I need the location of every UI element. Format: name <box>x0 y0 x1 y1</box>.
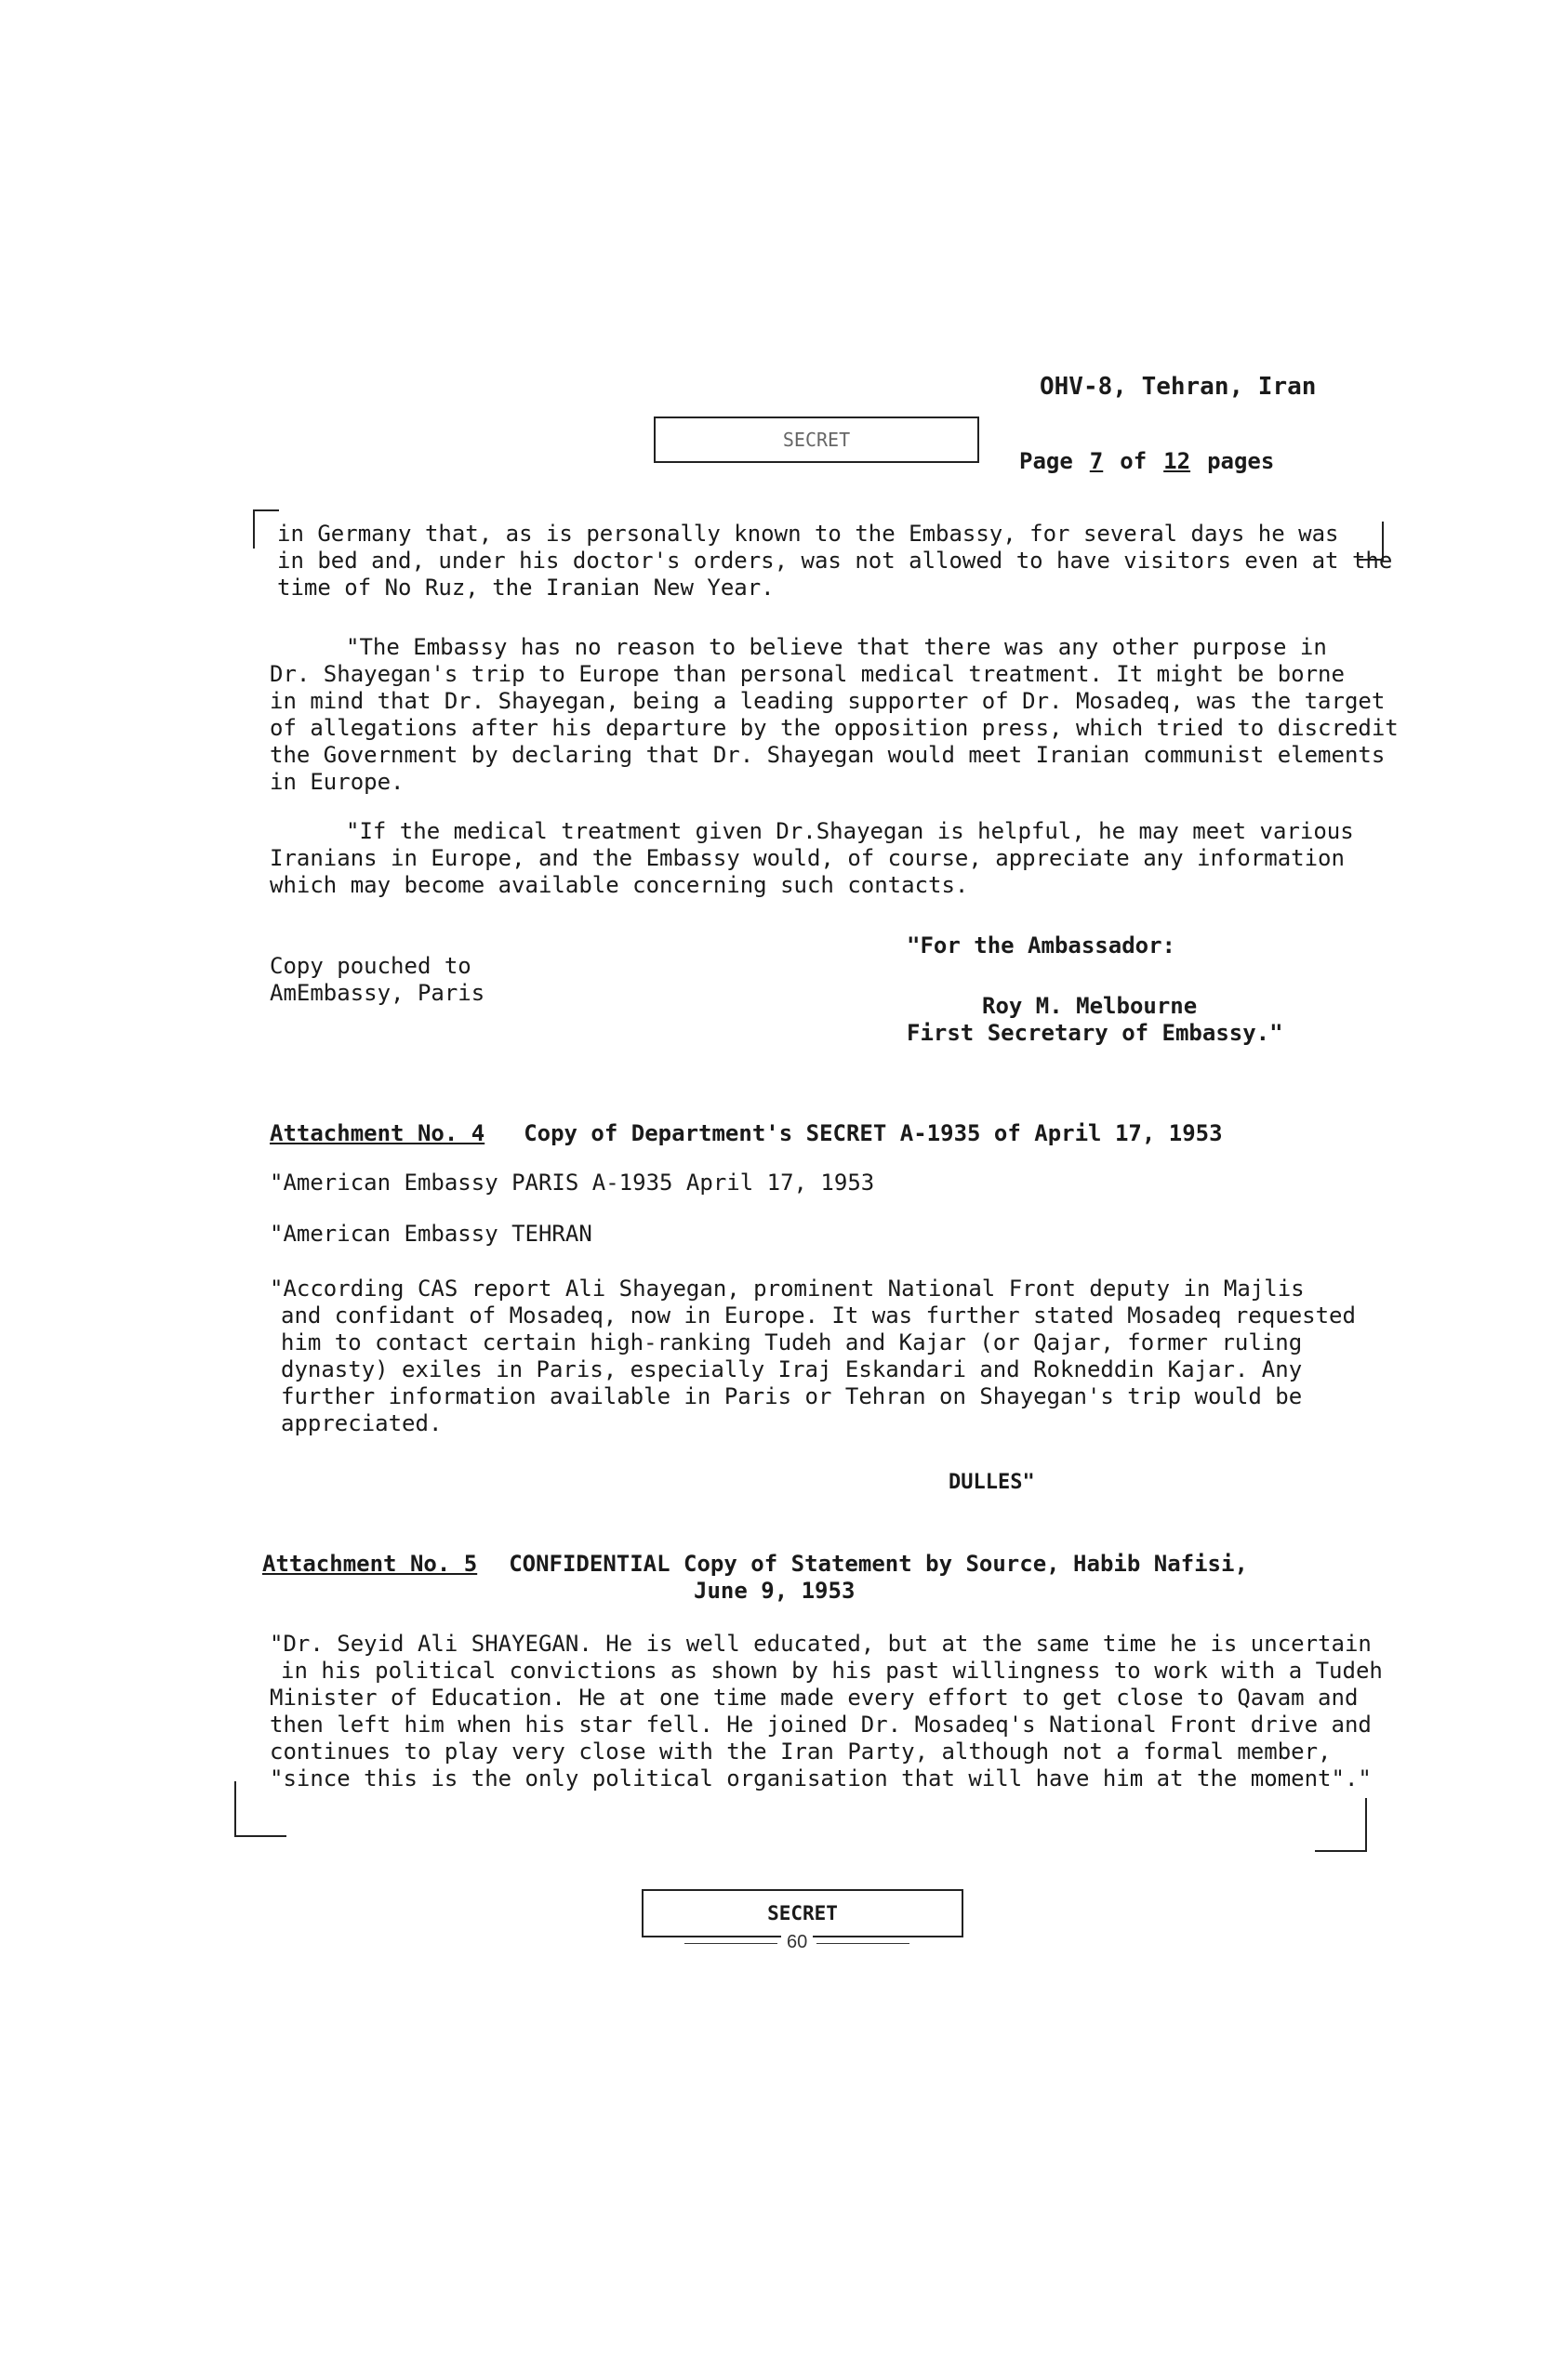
text-line: continues to play very close with the Iran Party, although not a formal member, <box>270 1739 1332 1765</box>
attachment-4-text <box>270 1276 1356 1437</box>
attachment-4-signoff: DULLES" <box>949 1471 1035 1494</box>
attachment-4-to: "American Embassy TEHRAN <box>270 1221 592 1247</box>
attachment-4-from: "American Embassy PARIS A-1935 April 17, 1953 <box>270 1170 875 1196</box>
classification-label-bottom: SECRET <box>767 1902 838 1924</box>
text-line: "The Embassy has no reason to believe that there was any other purpose in <box>346 634 1327 660</box>
attachment-5-label: Attachment No. 5 <box>262 1551 478 1577</box>
text-line: appreciated. <box>281 1410 443 1436</box>
document-reference: OHV-8, Tehran, Iran <box>1040 373 1317 401</box>
text-line: of allegations after his departure by the opposition press, which tried to discredit <box>270 715 1399 741</box>
bracket-top-left <box>253 509 279 549</box>
text-line: in bed and, under his doctor's orders, was not allowed to have visitors even at the <box>277 548 1393 574</box>
page-total: 12 <box>1163 448 1191 474</box>
text-line: "According CAS report Ali Shayegan, prominent National Front deputy in Majlis <box>270 1276 1305 1302</box>
text-line: "since this is the only political organisation that will have him at the moment"." <box>270 1765 1372 1792</box>
text-line: Iranians in Europe, and the Embassy would, of course, appreciate any information <box>270 845 1345 871</box>
page-of-label: of <box>1120 448 1148 474</box>
text-line: in Germany that, as is personally known to the Embassy, for several days he was <box>277 521 1339 547</box>
page-label: Page <box>1019 448 1073 474</box>
text-line: in his political convictions as shown by his past willingness to work with a Tudeh <box>281 1658 1383 1684</box>
signature-name: Roy M. Melbourne <box>982 993 1198 1019</box>
text-line: time of No Ruz, the Iranian New Year. <box>277 575 775 601</box>
text-line: dynasty) exiles in Paris, especially Iraj Eskandari and Rokneddin Kajar. Any <box>281 1356 1303 1382</box>
text-line: Minister of Education. He at one time made every effort to get close to Qavam and <box>270 1685 1359 1711</box>
text-line: and confidant of Mosadeq, now in Europe. It was further stated Mosadeq requested <box>281 1302 1356 1329</box>
text-line: further information available in Paris or Tehran on Shayegan's trip would be <box>281 1383 1303 1409</box>
attachment-4-heading <box>270 1120 1223 1147</box>
attachment-5-heading <box>262 1551 1248 1578</box>
text-line: in mind that Dr. Shayegan, being a leading supporter of Dr. Mosadeq, was the target <box>270 688 1386 714</box>
page-number: 7 <box>1089 448 1104 474</box>
text-line: Copy pouched to <box>270 953 471 979</box>
page-suffix: pages <box>1207 448 1275 474</box>
classification-box-bottom <box>642 1889 963 1937</box>
signature-title: First Secretary of Embassy." <box>907 1020 1283 1046</box>
folio-rule-left <box>684 1943 777 1944</box>
page-indicator <box>1019 448 1274 474</box>
text-line: him to contact certain high-ranking Tudeh and Kajar (or Qajar, former ruling <box>281 1329 1303 1355</box>
text-line: "If the medical treatment given Dr.Shayegan is helpful, he may meet various <box>346 818 1354 844</box>
paragraph-2 <box>270 634 1399 796</box>
signature-block <box>907 932 1283 1047</box>
folio-number: 60 <box>781 1932 813 1953</box>
text-line: "Dr. Seyid Ali SHAYEGAN. He is well educated, but at the same time he is uncertain <box>270 1631 1372 1657</box>
text-line: Dr. Shayegan's trip to Europe than personal medical treatment. It might be borne <box>270 661 1345 687</box>
text-line: in Europe. <box>270 769 405 795</box>
attachment-5-description: CONFIDENTIAL Copy of Statement by Source, Habib Nafisi, <box>509 1551 1248 1577</box>
classification-label-top: SECRET <box>782 429 851 451</box>
text-line: AmEmbassy, Paris <box>270 980 485 1006</box>
copy-pouched-note <box>270 953 484 1007</box>
text-line: which may become available concerning such contacts. <box>270 872 969 898</box>
attachment-4-description: Copy of Department's SECRET A-1935 of April 17, 1953 <box>524 1120 1223 1146</box>
attachment-5-text <box>270 1631 1383 1792</box>
attachment-5-date: June 9, 1953 <box>694 1578 856 1604</box>
paragraph-3 <box>270 818 1354 899</box>
attachment-4-label: Attachment No. 4 <box>270 1120 485 1146</box>
bracket-bottom-right <box>1315 1798 1367 1852</box>
text-line: the Government by declaring that Dr. Shayegan would meet Iranian communist elements <box>270 742 1386 768</box>
classification-box-top <box>654 416 979 463</box>
paragraph-1 <box>277 521 1392 602</box>
text-line: then left him when his star fell. He joined Dr. Mosadeq's National Front drive and <box>270 1712 1372 1738</box>
signature-salutation: "For the Ambassador: <box>907 932 1175 959</box>
folio-rule-right <box>816 1943 909 1944</box>
